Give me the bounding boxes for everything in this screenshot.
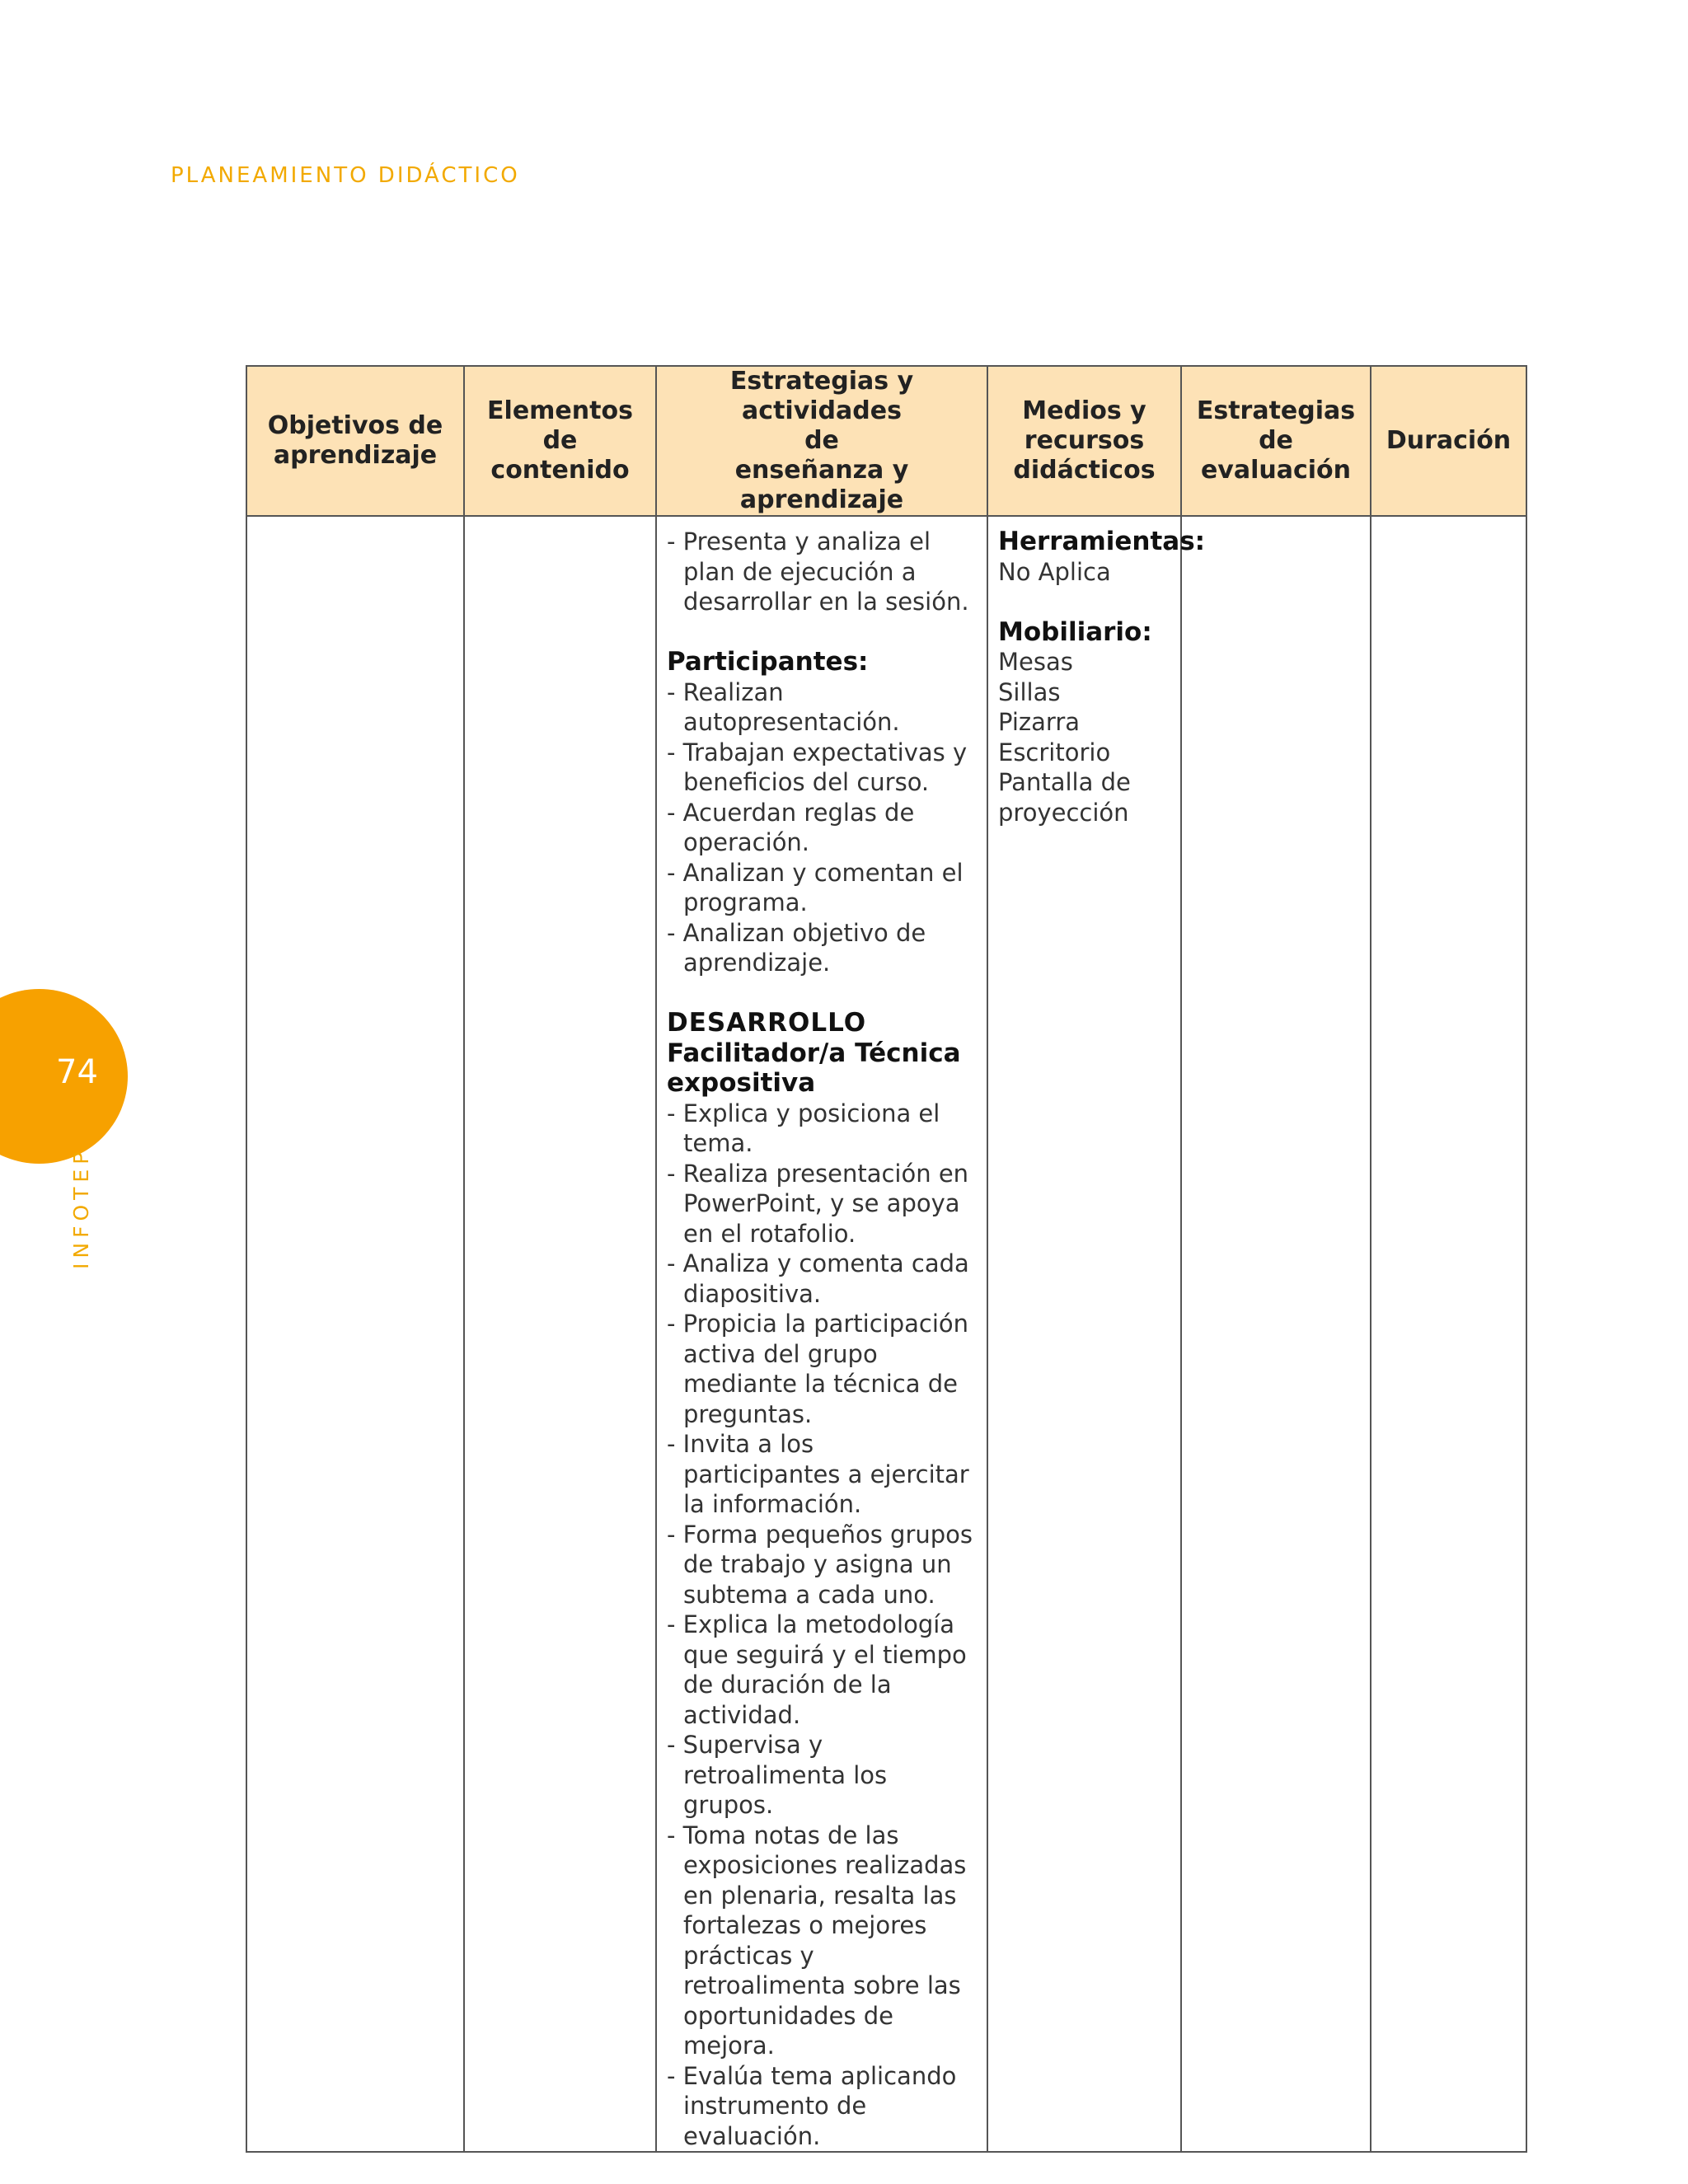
- list-item: Mesas: [998, 648, 1073, 676]
- vertical-brand-label: INFOTEP: [69, 1146, 93, 1269]
- list-item: Escritorio: [998, 738, 1111, 766]
- list-item: - Evalúa tema aplicando instrumento de evaluación.: [667, 2061, 957, 2150]
- list-item: - Invita a los participantes a ejercitar la información.: [667, 1430, 969, 1518]
- list-item: - Acuerdan reglas de operación.: [667, 798, 915, 856]
- list-item: - Realiza presentación en PowerPoint, y se apoya en el rotafolio.: [667, 1159, 969, 1248]
- cell-duration: [1371, 516, 1526, 2152]
- header-teaching-strategies: Estrategias y actividades de enseñanza y aprendizaje: [656, 366, 987, 516]
- development-title: DESARROLLO: [667, 1008, 867, 1038]
- list-item: Sillas: [998, 677, 1061, 706]
- running-header: PLANEAMIENTO DIDÁCTICO: [171, 163, 520, 188]
- list-item: - Propicia la participación activa del grupo mediante la técnica de preguntas.: [667, 1310, 969, 1428]
- list-item: - Realizan autopresentación.: [667, 677, 900, 736]
- header-content-elements: Elementos de contenido: [464, 366, 656, 516]
- technique-title-line-1: Facilitador/a Técnica: [667, 1038, 961, 1068]
- header-didactic-resources: Medios y recursos didácticos: [987, 366, 1181, 516]
- list-item: Pantalla de proyección: [998, 768, 1131, 827]
- list-item: - Forma pequeños grupos de trabajo y asigna un subtema a cada uno.: [667, 1520, 973, 1609]
- tools-title: Herramientas:: [998, 527, 1206, 556]
- cell-content-elements: [464, 516, 656, 2152]
- list-item: - Analizan y comentan el programa.: [667, 858, 964, 916]
- list-item: Pizarra: [998, 708, 1081, 736]
- cell-didactic-resources: [987, 516, 1206, 2152]
- list-item: - Analiza y comenta cada diapositiva.: [667, 1249, 969, 1308]
- cell-teaching-strategies: [656, 516, 987, 2152]
- list-item: - Trabajan expectativas y beneficios del curso.: [667, 738, 968, 796]
- page-number: 74: [56, 1053, 98, 1091]
- header-duration: Duración: [1371, 366, 1526, 516]
- lesson-plan-table: [246, 365, 1527, 2153]
- tools-value: No Aplica: [998, 557, 1111, 586]
- table-row: [246, 516, 1526, 2152]
- list-item: - Explica la metodología que seguirá y el tiempo de duración de la actividad.: [667, 1610, 967, 1729]
- cell-learning-objectives: [246, 516, 464, 2152]
- list-item: - Toma notas de las exposiciones realizadas en plenaria, resalta las fortalezas o mejores prácticas y retroalimenta sobre las oportunidades de mejora.: [667, 1821, 967, 2060]
- cell-evaluation-strategies: [1181, 516, 1371, 2152]
- header-evaluation-strategies: Estrategias de evaluación: [1181, 366, 1371, 516]
- participants-title: Participantes:: [667, 647, 869, 677]
- list-item: - Supervisa y retroalimenta los grupos.: [667, 1731, 888, 1819]
- list-item: - Presenta y analiza el plan de ejecución a desarrollar en la sesión.: [667, 527, 969, 616]
- technique-title-line-2: expositiva: [667, 1068, 816, 1098]
- table-header-row: [246, 366, 1526, 516]
- list-item: - Explica y posiciona el tema.: [667, 1099, 940, 1157]
- header-learning-objectives: Objetivos de aprendizaje: [246, 366, 464, 516]
- furniture-title: Mobiliario:: [998, 616, 1152, 647]
- list-item: - Analizan objetivo de aprendizaje.: [667, 918, 926, 977]
